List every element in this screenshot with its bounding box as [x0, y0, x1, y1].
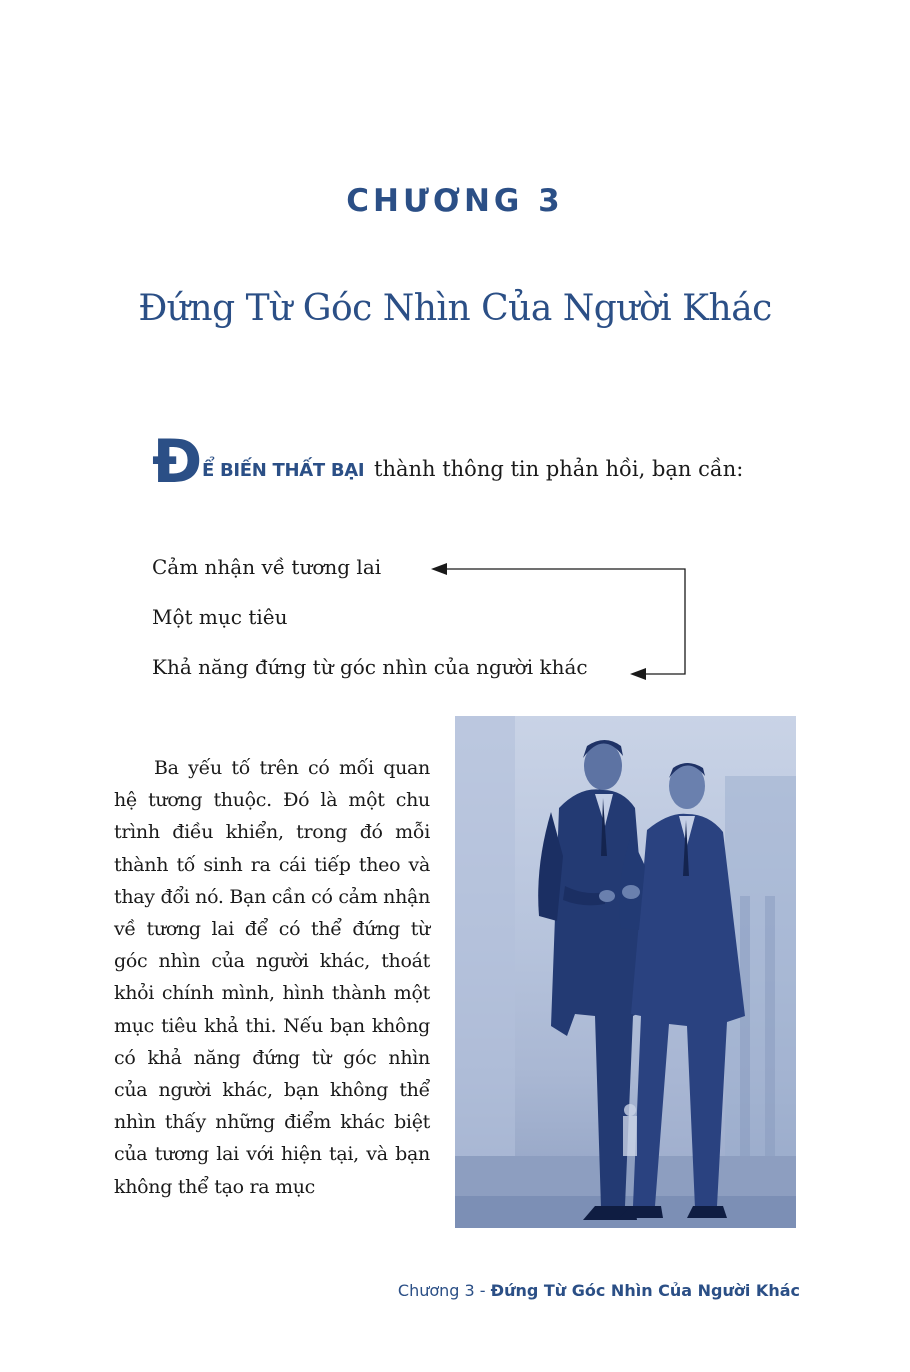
- chapter-label: CHƯƠNG 3: [346, 183, 564, 219]
- photo-illustration: [455, 716, 796, 1228]
- list-item-goal: Một mục tiêu: [152, 605, 288, 629]
- arrowhead-top-icon: [431, 563, 447, 575]
- intro-caps-text: Ể BIẾN THẤT BẠI: [202, 460, 365, 481]
- footer-title: Đứng Từ Góc Nhìn Của Người Khác: [490, 1281, 800, 1300]
- businessmen-photo: [455, 716, 796, 1228]
- list-item-perspective: Khả năng đứng từ góc nhìn của người khác: [152, 655, 588, 679]
- intro-sentence: [152, 427, 852, 502]
- page-footer: [398, 1281, 800, 1300]
- chapter-title: Đứng Từ Góc Nhìn Của Người Khác: [138, 288, 772, 329]
- connector-line: [445, 569, 685, 674]
- footer-chapter: Chương 3 -: [397, 1281, 486, 1300]
- cycle-arrow-diagram: [152, 555, 712, 695]
- intro-text: thành thông tin phản hồi, bạn cần:: [374, 457, 744, 481]
- arrowhead-bottom-icon: [630, 668, 646, 680]
- list-item-future: Cảm nhận về tương lai: [152, 555, 382, 579]
- drop-cap: Đ: [152, 427, 203, 497]
- body-paragraph: Ba yếu tố trên có mối quan hệ tương thuộc. Đó là một chu trình điều khiển, trong đó mỗi thành tố sinh ra cái tiếp theo và thay đổi nó. Bạn cần có cảm nhận về tương lai để có thể đứng từ góc nhìn của người khác, thoát khỏi chính mình, hình thành một mục tiêu khả thi. Nếu bạn không có khả năng đứng từ góc nhìn của người khác, bạn không thể nhìn thấy những điểm khác biệt của tương lai với hiện tại, và bạn không thể tạo ra mục: [114, 757, 431, 1198]
